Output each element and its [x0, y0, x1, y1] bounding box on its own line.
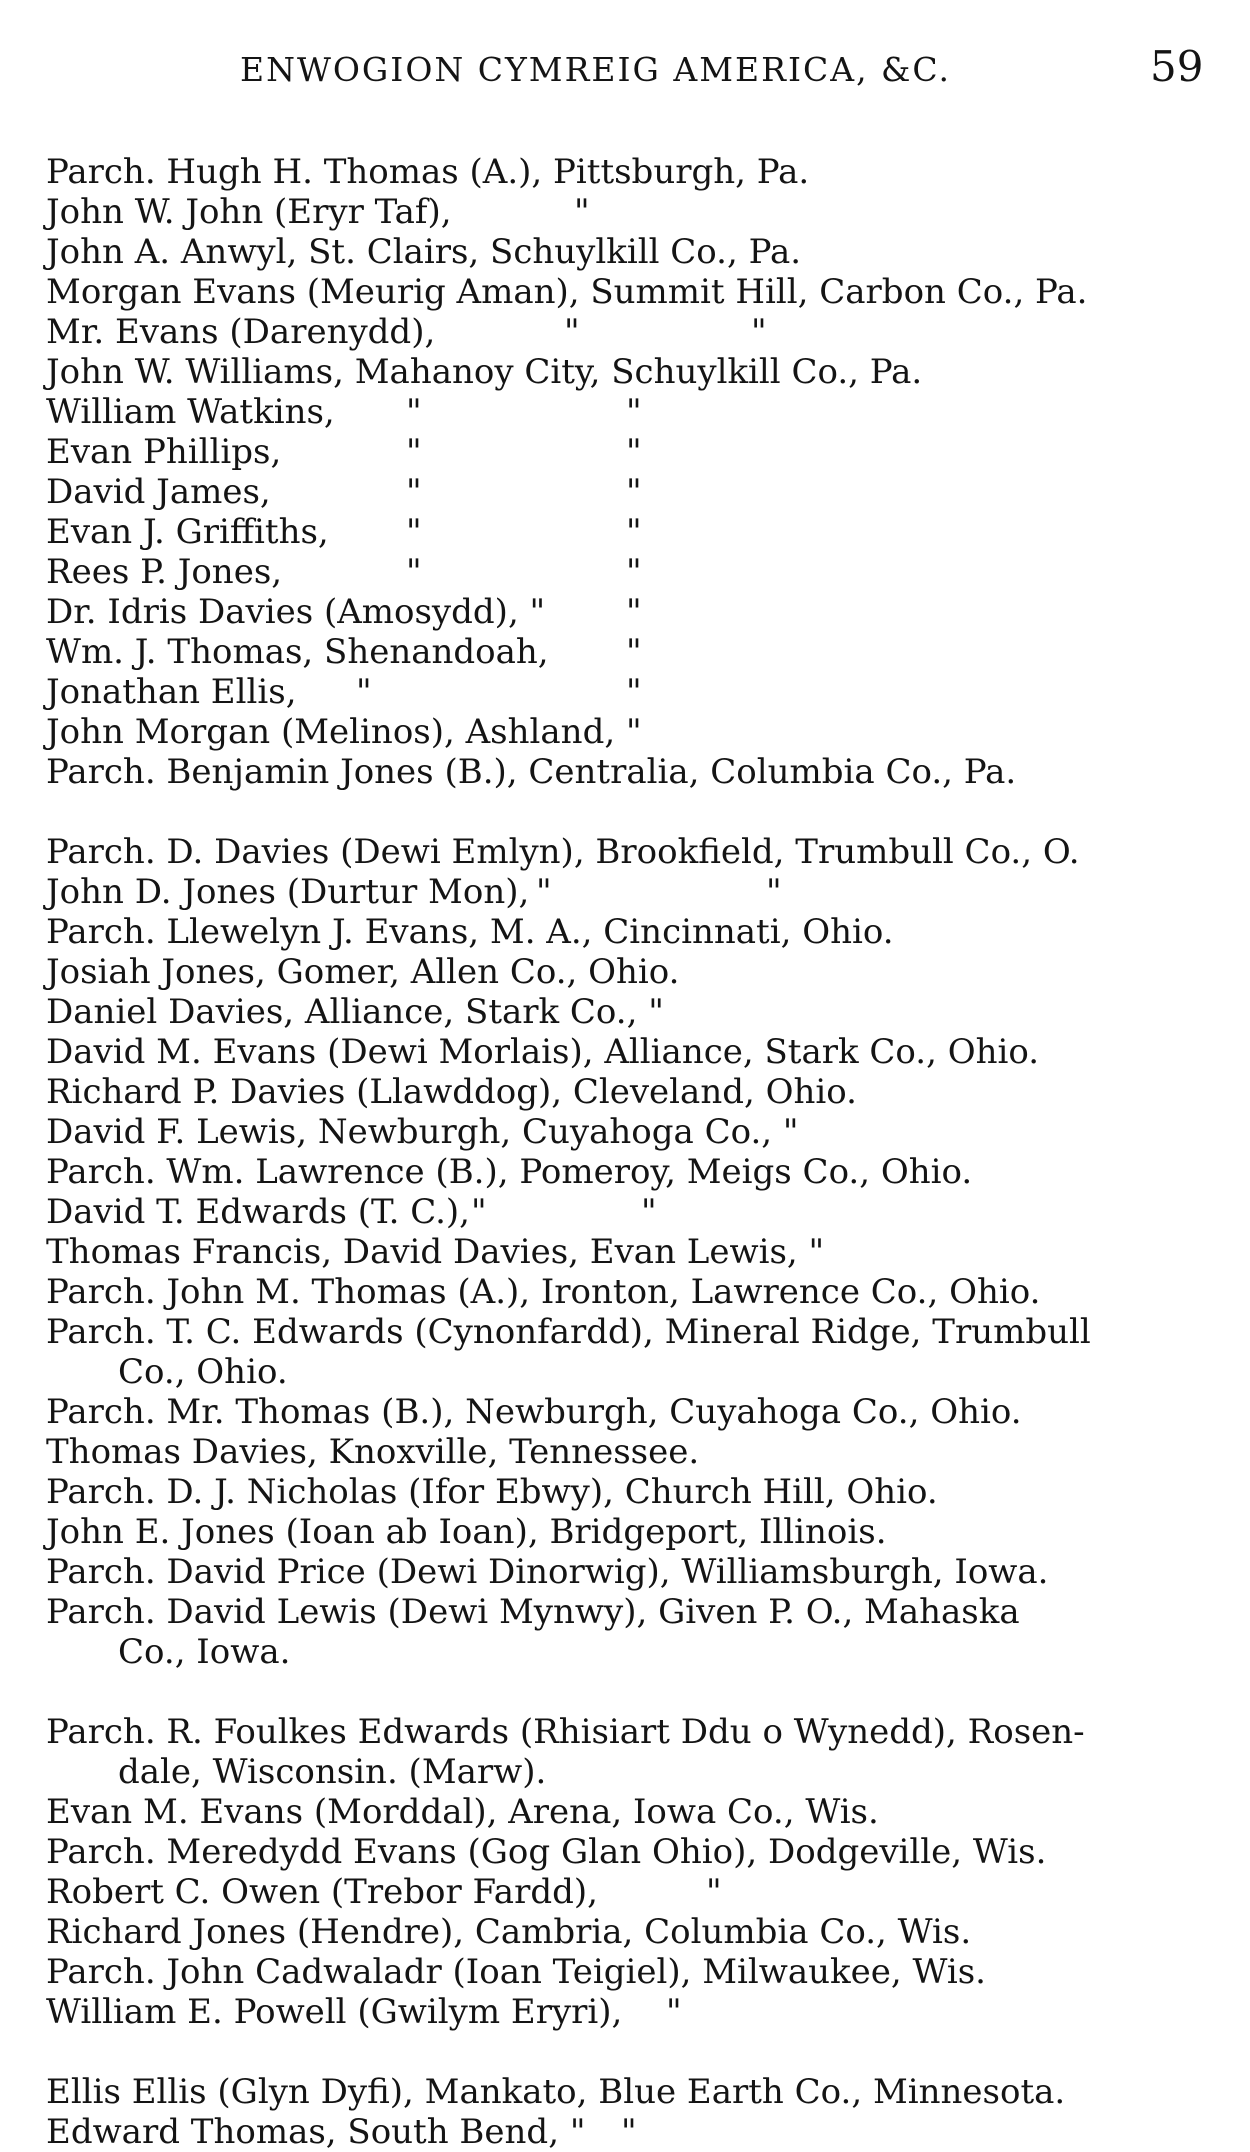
entry-line [46, 1432, 1206, 1472]
entry-text: Parch. Llewelyn J. Evans, M. A., Cincinnati, Ohio. [46, 912, 894, 952]
entry-continuation [46, 1752, 1206, 1792]
entry-line [46, 1792, 1206, 1832]
entry-text: Parch. David Lewis (Dewi Mynwy), Given P. O., Mahaska [46, 1592, 1020, 1632]
ditto-mark: " [621, 2112, 637, 2152]
ditto-mark: " [626, 592, 642, 632]
entry-text: Parch. D. Davies (Dewi Emlyn), Brookfield, Trumbull Co., O. [46, 832, 1080, 872]
entry-line [46, 232, 1206, 272]
entry-line [46, 1952, 1206, 1992]
ditto-mark: " [574, 192, 590, 232]
running-header [0, 42, 1250, 102]
entry-line [46, 1472, 1206, 1512]
entry-text: John W. John (Eryr Taf), [46, 192, 452, 232]
entry-text: Jonathan Ellis, [46, 672, 297, 712]
entry-line [46, 1592, 1206, 1632]
entry-list [46, 152, 1206, 2152]
ditto-mark: " [641, 1192, 657, 1232]
entry-line [46, 832, 1206, 872]
ditto-mark: " [626, 472, 642, 512]
section-gap [46, 1672, 1206, 1712]
entry-line [46, 192, 1206, 232]
entry-text: John W. Williams, Mahanoy City, Schuylkill Co., Pa. [46, 352, 923, 392]
ditto-mark: " [536, 872, 552, 912]
entry-line [46, 1192, 1206, 1232]
entry-line [46, 1032, 1206, 1072]
entry-text: Evan Phillips, [46, 432, 282, 472]
entry-text: Co., Iowa. [118, 1632, 291, 1672]
entry-text: Richard Jones (Hendre), Cambria, Columbia Co., Wis. [46, 1912, 972, 1952]
ditto-mark: " [626, 672, 642, 712]
entry-line [46, 1552, 1206, 1592]
entry-text: Rees P. Jones, [46, 552, 283, 592]
entry-text: Parch. Mr. Thomas (B.), Newburgh, Cuyahoga Co., Ohio. [46, 1392, 1022, 1432]
ditto-mark: " [406, 552, 422, 592]
entry-line [46, 1152, 1206, 1192]
entry-line [46, 1312, 1206, 1352]
entry-line [46, 152, 1206, 192]
ditto-mark: " [766, 872, 782, 912]
entry-text: Robert C. Owen (Trebor Fardd), [46, 1872, 598, 1912]
entry-text: Thomas Francis, David Davies, Evan Lewis, " [46, 1232, 825, 1272]
entry-line [46, 712, 1206, 752]
header-title: ENWOGION CYMREIG AMERICA, &C. [240, 50, 951, 89]
section-gap [46, 792, 1206, 832]
entry-text: David T. Edwards (T. C.), [46, 1192, 470, 1232]
entry-line [46, 352, 1206, 392]
entry-line [46, 1272, 1206, 1312]
entry-text: John D. Jones (Durtur Mon), [46, 872, 530, 912]
entry-line [46, 1712, 1206, 1752]
entry-line [46, 392, 1206, 432]
entry-line [46, 592, 1206, 632]
entry-line [46, 1112, 1206, 1152]
entry-line [46, 632, 1206, 672]
entry-line [46, 1992, 1206, 2032]
ditto-mark: " [564, 312, 580, 352]
ditto-mark: " [751, 312, 767, 352]
entry-line [46, 1872, 1206, 1912]
entry-text: Parch. T. C. Edwards (Cynonfardd), Mineral Ridge, Trumbull [46, 1312, 1091, 1352]
entry-text: Parch. R. Foulkes Edwards (Rhisiart Ddu o Wynedd), Rosen- [46, 1712, 1085, 1752]
ditto-mark: " [626, 512, 642, 552]
entry-line [46, 1912, 1206, 1952]
entry-text: Parch. John M. Thomas (A.), Ironton, Lawrence Co., Ohio. [46, 1272, 1041, 1312]
entry-text: Evan J. Griffiths, [46, 512, 329, 552]
entry-text: Morgan Evans (Meurig Aman), Summit Hill, Carbon Co., Pa. [46, 272, 1088, 312]
entry-line [46, 1232, 1206, 1272]
entry-text: Parch. Hugh H. Thomas (A.), Pittsburgh, Pa. [46, 152, 810, 192]
ditto-mark: " [626, 552, 642, 592]
ditto-mark: " [626, 712, 642, 752]
entry-line [46, 1832, 1206, 1872]
entry-continuation [46, 1632, 1206, 1672]
entry-line [46, 1512, 1206, 1552]
entry-text: David F. Lewis, Newburgh, Cuyahoga Co., " [46, 1112, 799, 1152]
ditto-mark: " [626, 392, 642, 432]
ditto-mark: " [471, 1192, 487, 1232]
entry-text: Mr. Evans (Darenydd), [46, 312, 436, 352]
ditto-mark: " [626, 632, 642, 672]
entry-line [46, 912, 1206, 952]
entry-text: David James, [46, 472, 271, 512]
entry-line [46, 1392, 1206, 1432]
entry-text: Ellis Ellis (Glyn Dyfi), Mankato, Blue Earth Co., Minnesota. [46, 2072, 1066, 2112]
entry-text: dale, Wisconsin. (Marw). [118, 1752, 547, 1792]
entry-text: John A. Anwyl, St. Clairs, Schuylkill Co., Pa. [46, 232, 802, 272]
entry-line [46, 992, 1206, 1032]
entry-text: David M. Evans (Dewi Morlais), Alliance, Stark Co., Ohio. [46, 1032, 1040, 1072]
entry-text: Parch. John Cadwaladr (Ioan Teigiel), Milwaukee, Wis. [46, 1952, 986, 1992]
ditto-mark: " [626, 432, 642, 472]
entry-line [46, 752, 1206, 792]
entry-line [46, 1072, 1206, 1112]
entry-text: Parch. Meredydd Evans (Gog Glan Ohio), Dodgeville, Wis. [46, 1832, 1047, 1872]
entry-line [46, 872, 1206, 912]
entry-line [46, 552, 1206, 592]
entry-text: Daniel Davies, Alliance, Stark Co., " [46, 992, 664, 1032]
ditto-mark: " [406, 512, 422, 552]
entry-line [46, 512, 1206, 552]
entry-text: Richard P. Davies (Llawddog), Cleveland, Ohio. [46, 1072, 857, 1112]
entry-text: Edward Thomas, South Bend, " [46, 2112, 586, 2152]
entry-line [46, 952, 1206, 992]
entry-text: Evan M. Evans (Morddal), Arena, Iowa Co., Wis. [46, 1792, 879, 1832]
entry-text: Parch. D. J. Nicholas (Ifor Ebwy), Church Hill, Ohio. [46, 1472, 938, 1512]
entry-text: Dr. Idris Davies (Amosydd), " [46, 592, 546, 632]
entry-text: Parch. Benjamin Jones (B.), Centralia, Columbia Co., Pa. [46, 752, 1017, 792]
ditto-mark: " [666, 1992, 682, 2032]
entry-text: Josiah Jones, Gomer, Allen Co., Ohio. [46, 952, 680, 992]
ditto-mark: " [406, 392, 422, 432]
entry-text: Parch. Wm. Lawrence (B.), Pomeroy, Meigs Co., Ohio. [46, 1152, 973, 1192]
entry-text: Co., Ohio. [118, 1352, 288, 1392]
ditto-mark: " [406, 472, 422, 512]
page-number: 59 [1150, 42, 1204, 91]
entry-continuation [46, 1352, 1206, 1392]
entry-text: William E. Powell (Gwilym Eryri), [46, 1992, 623, 2032]
entry-text: John E. Jones (Ioan ab Ioan), Bridgeport, Illinois. [46, 1512, 887, 1552]
entry-text: Thomas Davies, Knoxville, Tennessee. [46, 1432, 700, 1472]
ditto-mark: " [356, 672, 372, 712]
entry-text: William Watkins, [46, 392, 335, 432]
entry-line [46, 272, 1206, 312]
section-gap [46, 2032, 1206, 2072]
entry-line [46, 472, 1206, 512]
entry-text: Parch. David Price (Dewi Dinorwig), Williamsburgh, Iowa. [46, 1552, 1049, 1592]
entry-line [46, 312, 1206, 352]
entry-line [46, 672, 1206, 712]
ditto-mark: " [706, 1872, 722, 1912]
entry-text: John Morgan (Melinos), Ashland, [46, 712, 616, 752]
entry-line [46, 2072, 1206, 2112]
ditto-mark: " [406, 432, 422, 472]
entry-line [46, 432, 1206, 472]
entry-line [46, 2112, 1206, 2152]
entry-text: Wm. J. Thomas, Shenandoah, [46, 632, 549, 672]
